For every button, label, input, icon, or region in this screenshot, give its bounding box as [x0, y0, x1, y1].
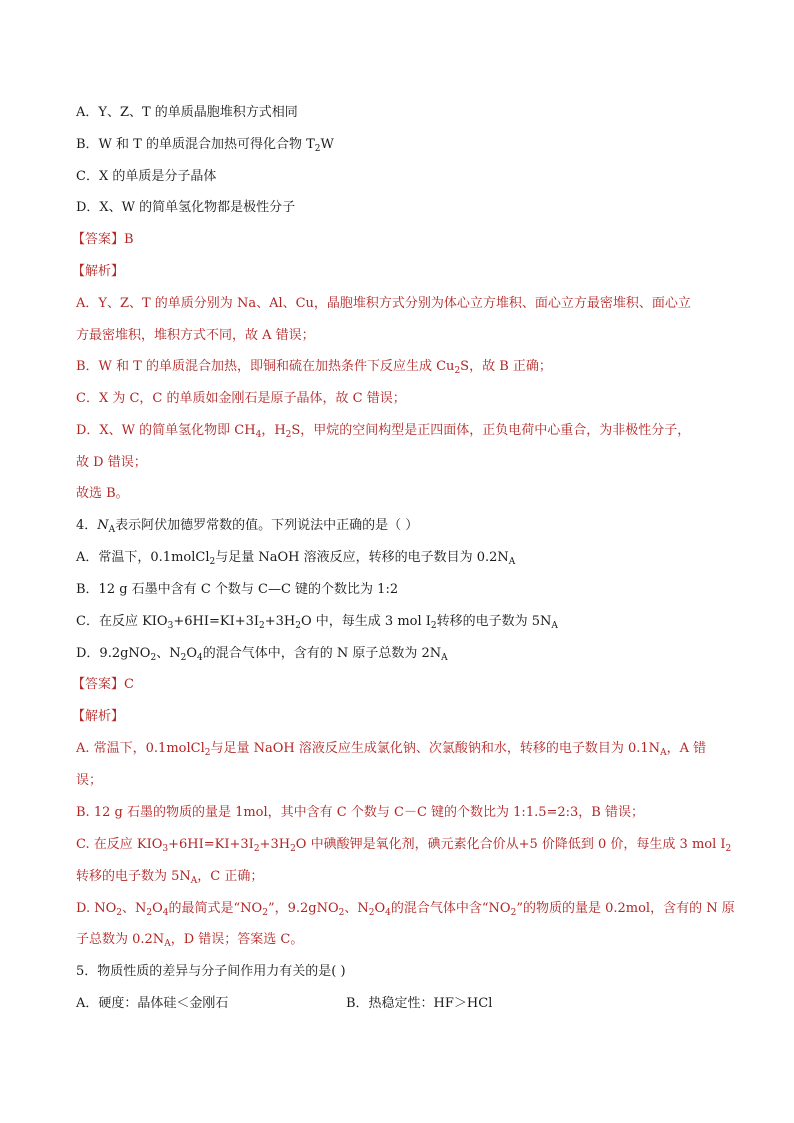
q4-analysis-b: B. 12 g 石墨的物质的量是 1mol，其中含有 C 个数与 C－C 键的个数比为 1:1.5=2:3，B 错误；: [76, 805, 644, 820]
q4-option-a: A．常温下，0.1molCl$_2$与足量 NaOH 溶液反应，转移的电子数目为 $0.2N_A$: [76, 550, 516, 567]
q4-stem: 4．$N_A$表示阿伏加德罗常数的值。下列说法中正确的是（ ）: [76, 518, 419, 535]
q3-analysis-d-line2: 故 D 错误；: [76, 455, 147, 470]
q3-option-b: B．W 和 T 的单质混合加热可得化合物 $T_2W$: [76, 137, 334, 154]
q5-stem: 5．物质性质的差异与分子间作用力有关的是( ): [76, 964, 346, 979]
q4-analysis-title: 【解析】: [72, 709, 125, 724]
q5-option-b: B．热稳定性：HF＞HCl: [346, 996, 493, 1011]
q4-analysis-c-line1: C. 在反应 $KIO_3+6HI=KI+3I_2+3H_2O$ 中碘酸钾是氧化剂，碘元素化合价从+5 价降低到 0 价，每生成 3 mol $I_2$: [76, 837, 732, 854]
q3-analysis-title: 【解析】: [72, 264, 125, 279]
q4-analysis-a-line2: 误；: [76, 773, 103, 788]
q4-option-b: B．12 g 石墨中含有 C 个数与 C—C 键的个数比为 1:2: [76, 582, 399, 597]
q5-options-row: [76, 995, 676, 1013]
q4-analysis-a-line1: A. 常温下，0.1molCl$_2$与足量 NaOH 溶液反应生成氯化钠、次氯酸钠和水，转移的电子数目为 $0.1N_A$，A 错: [76, 741, 707, 758]
q3-conclusion: 故选 B。: [76, 486, 129, 501]
q3-analysis-a-line2: 方最密堆积，堆积方式不同，故 A 错误；: [76, 328, 315, 343]
q3-option-c: C．X 的单质是分子晶体: [76, 169, 217, 184]
q3-option-d: D．X、W 的简单氢化物都是极性分子: [76, 200, 296, 215]
q5-option-a: A．硬度：晶体硅＜金刚石: [76, 996, 229, 1011]
q3-answer: 【答案】B: [72, 232, 134, 247]
q3-analysis-c: C．X 为 C，C 的单质如金刚石是原子晶体，故 C 错误；: [76, 391, 406, 406]
q3-analysis-b: B．W 和 T 的单质混合加热，即铜和硫在加热条件下反应生成 $Cu_2S$，故 B 正确；: [76, 359, 552, 376]
q3-analysis-a-line1: A．Y、Z、T 的单质分别为 Na、Al、Cu，晶胞堆积方式分别为体心立方堆积、面心立方最密堆积、面心立: [76, 296, 691, 311]
q4-option-d: D．9.2gNO$_2$、$N_2O_4$的混合气体中，含有的 N 原子总数为 $2N_A$: [76, 646, 448, 663]
q4-answer: 【答案】C: [72, 677, 134, 692]
q4-analysis-d-line1: D. $NO_2$、$N_2O_4$的最简式是“$NO_2$”，9.2gNO$_2$、$N_2O_4$的混合气体中含“$NO_2$”的物质的量是 0.2mol，含有的 N 原: [76, 901, 735, 918]
q4-analysis-c-line2: 转移的电子数为 $5N_A$，C 正确；: [76, 869, 264, 886]
q3-option-a: A．Y、Z、T 的单质晶胞堆积方式相同: [76, 105, 298, 120]
q3-analysis-d-line1: D．X、W 的简单氢化物即 $CH_4$，$H_2S$，甲烷的空间构型是正四面体，正负电荷中心重合，为非极性分子，: [76, 423, 691, 440]
q4-analysis-d-line2: 子总数为 $0.2N_A$，D 错误；答案选 C。: [76, 932, 304, 949]
q4-option-c: C．在反应 $KIO_3+6HI=KI+3I_2+3H_2O$ 中，每生成 3 mol $I_2$转移的电子数为 $5N_A$: [76, 614, 558, 631]
